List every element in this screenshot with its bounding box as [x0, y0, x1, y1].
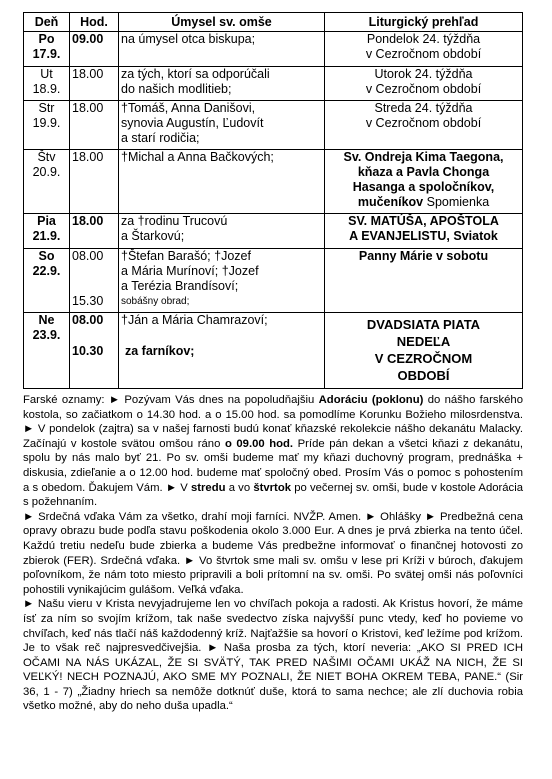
- day-date: 19.9.: [32, 116, 61, 130]
- mass-time: 15.30: [72, 294, 104, 308]
- liturgy-text: A EVANJELISTU, Sviatok: [349, 229, 498, 243]
- mass-time: 08.00: [72, 249, 104, 263]
- time-cell: [70, 150, 119, 214]
- intention-text: a Terézia Brandísoví;: [121, 279, 239, 293]
- day-cell: [24, 32, 70, 67]
- day-name: Štv: [37, 150, 56, 164]
- liturgy-text: kňaza a Pavla Chonga: [357, 165, 490, 179]
- day-date: 23.9.: [32, 328, 61, 342]
- liturgy-cell: [325, 101, 523, 150]
- intention-text: †Tomáš, Anna Danišovi,: [121, 101, 256, 115]
- day-name: So: [38, 249, 55, 263]
- time-cell: [70, 32, 119, 67]
- liturgy-cell: [325, 313, 523, 389]
- table-row: [24, 214, 523, 249]
- mass-time: 18.00: [72, 67, 104, 81]
- table-row: [24, 32, 523, 67]
- announcement-paragraph: [23, 393, 523, 510]
- mass-time: 18.00: [72, 101, 104, 115]
- day-date: 18.9.: [32, 82, 61, 96]
- mass-time: 10.30: [72, 344, 104, 358]
- announcement-paragraph: ► Našu vieru v Krista nevyjadrujeme len vo chvíľach pokoja a radosti. Ak Kristus hovorí, že máme ísť za ním so svojím krížom, tak naše svedectvo získa najvyšší punc vtedy, keď ho povieme vo chvíľach, keď nás tlačí náš každodenný kríž. Najťažšie sa hovorí o Kristovi, keď ležíme pod krížom. Je to však reč najpresvedčivejšia. ► Naša prosba za tých, ktorí neveria: „AKO SI PRED ICH OČAMI NA NÁS UKÁZAL, ŽE SI SVÄTÝ, TAK PRED NAŠIMI OČAMI UKÁŽ NA NICH, ŽE SI VEĽKÝ! NECH POZNAJÚ, AKO SME MY POZNALI, ŽE NIET BOHA OKREM TEBA, PANE.“ (Sir 36, 1 - 7) „Žiadny hriech sa nemôže dotknúť duše, ktorá to sama nechce; ale zlí duchovia robia všetko možné, aby do neho duša upadla.“: [23, 598, 523, 713]
- mass-time: 18.00: [72, 214, 104, 228]
- announcement-emphasis: o 09.00 hod.: [224, 437, 294, 450]
- header-time: Hod.: [70, 13, 119, 32]
- day-cell: [24, 214, 70, 249]
- liturgy-text: v Cezročnom období: [365, 47, 482, 61]
- announcement-emphasis: Adoráciu (poklonu): [318, 394, 424, 406]
- mass-time: 18.00: [72, 150, 104, 164]
- day-cell: [24, 150, 70, 214]
- announcement-text: a vo: [225, 481, 254, 494]
- mass-time: 08.00: [72, 313, 104, 327]
- table-row: [24, 101, 523, 150]
- liturgy-text: NEDEĽA: [396, 334, 451, 349]
- table-row: [24, 313, 523, 389]
- day-cell: [24, 67, 70, 101]
- announcement-emphasis: stredu: [190, 481, 226, 494]
- intention-text: a starí rodičia;: [121, 131, 200, 145]
- intention-cell: [119, 313, 325, 389]
- day-date: 21.9.: [32, 229, 61, 243]
- intention-text: do našich modlitieb;: [121, 82, 232, 96]
- time-cell: [70, 67, 119, 101]
- liturgy-text: mučeníkov: [357, 195, 424, 209]
- intention-cell: [119, 67, 325, 101]
- liturgy-cell: [325, 214, 523, 249]
- liturgy-text: Utorok 24. týždňa: [374, 67, 473, 81]
- parish-announcements: [23, 393, 523, 714]
- liturgy-text: Sv. Ondreja Kima Taegona,: [343, 150, 504, 164]
- day-name: Po: [38, 32, 55, 46]
- table-row: [24, 67, 523, 101]
- liturgy-text: v Cezročnom období: [365, 116, 482, 130]
- intention-text: synovia Augustín, Ľudovít: [121, 116, 264, 130]
- intention-text: a Mária Murínoví; †Jozef: [121, 264, 259, 278]
- table-row: [24, 150, 523, 214]
- day-date: 20.9.: [32, 165, 61, 179]
- day-cell: [24, 313, 70, 389]
- time-cell: [70, 313, 119, 389]
- announcement-text: do nášho farského kostola, so začiatkom o 14.30 hod. a o 15.00 hod. sa pomodlíme Korunku Božieho milosrdenstva. ► V pondelok (zajtra) sa v našej farnosti budú konať kňazské rekolekcie nášho dekanátu Malacky. Začínajú v kostole svätou omšou ráno: [23, 394, 523, 450]
- day-name: Ut: [40, 67, 53, 81]
- liturgy-text: Pondelok 24. týždňa: [366, 32, 481, 46]
- intention-note: sobášny obrad;: [121, 296, 190, 307]
- day-name: Str: [38, 101, 55, 115]
- intention-text: a Štarkovú;: [121, 229, 185, 243]
- intention-text: †Michal a Anna Bačkových;: [121, 150, 274, 164]
- intention-text: †Štefan Barašó; †Jozef: [121, 249, 251, 263]
- liturgy-text: OBDOBÍ: [397, 368, 450, 383]
- announcement-text: Príde pán dekan a všetci kňazi z dekanátu, spolu by nás malo byť 21. Po sv. omši budeme mať my kňazi duchovný program, prednáška + diskusia, zdieľanie a o 12.00 hod. budeme mať spoločný obed. Prosím Vás o pomoc s pohostením a s obedom. Ďakujem Vám. ► V: [23, 437, 523, 494]
- bulletin-sheet: [23, 12, 523, 713]
- announcement-emphasis: štvrtok: [253, 481, 291, 494]
- header-day: Deň: [24, 13, 70, 32]
- table-header-row: [24, 13, 523, 32]
- announcement-text: po večernej sv. omši, bude v kostole Adorácia s požehnaním.: [23, 481, 523, 509]
- intention-cell: [119, 249, 325, 313]
- intention-text: †Ján a Mária Chamrazoví;: [121, 313, 268, 327]
- intention-cell: [119, 32, 325, 67]
- liturgy-text: v Cezročnom období: [365, 82, 482, 96]
- time-cell: [70, 214, 119, 249]
- liturgy-text: Panny Márie v sobotu: [358, 249, 489, 263]
- day-date: 22.9.: [32, 264, 61, 278]
- liturgy-text: DVADSIATA PIATA: [366, 317, 481, 332]
- liturgy-cell: [325, 150, 523, 214]
- liturgy-text: Streda 24. týždňa: [374, 101, 473, 115]
- time-cell: [70, 101, 119, 150]
- intention-text: za tých, ktorí sa odporúčali: [121, 67, 270, 81]
- day-date: 17.9.: [32, 47, 61, 61]
- time-cell: [70, 249, 119, 313]
- liturgy-text: V CEZROČNOM: [374, 351, 473, 366]
- intention-cell: [119, 214, 325, 249]
- announcement-paragraph: ► Srdečná vďaka Vám za všetko, drahí moji farníci. NVŽP. Amen. ► Ohlášky ► Predbežná cena opravy obrazu bude podľa stavu poškodenia okolo 3.000 Eur. A dnes je prvá zbierka na tento účel. Každú tretiu nedeľu bude zbierka a budeme Vás predbežne informovať o finančnej hotovosti zo zbierok (FER). Srdečná vďaka. ► Vo štvrtok sme mali sv. omšu v lese pri Kríži v búroch, ďakujem poľovníkom, že nám toto miesto pripravili a boli prítomní na sv. omši. Po svätej omši nás poľovníci pohostili vynikajúcim gulášom. Veľká vďaka.: [23, 510, 523, 596]
- header-liturgy: Liturgický prehľad: [325, 13, 523, 32]
- liturgy-cell: [325, 67, 523, 101]
- intention-text: za †rodinu Trucovú: [121, 214, 228, 228]
- header-intention: Úmysel sv. omše: [119, 13, 325, 32]
- liturgy-cell: [325, 249, 523, 313]
- day-cell: [24, 249, 70, 313]
- liturgy-text: Hasanga a spoločníkov,: [352, 180, 495, 194]
- table-row: [24, 249, 523, 313]
- intention-cell: [119, 150, 325, 214]
- liturgy-text: SV. MATÚŠA, APOŠTOLA: [348, 214, 499, 228]
- announcement-text: Farské oznamy: ► Pozývam Vás dnes na popoludňajšiu: [23, 394, 319, 406]
- mass-time: 09.00: [72, 32, 104, 46]
- day-name: Pia: [37, 214, 56, 228]
- intention-text: za farníkov;: [125, 344, 195, 358]
- day-name: Ne: [38, 313, 55, 327]
- liturgy-cell: [325, 32, 523, 67]
- mass-schedule-table: [23, 12, 523, 389]
- intention-text: na úmysel otca biskupa;: [121, 32, 256, 46]
- day-cell: [24, 101, 70, 150]
- intention-cell: [119, 101, 325, 150]
- liturgy-rank: Spomienka: [423, 195, 490, 209]
